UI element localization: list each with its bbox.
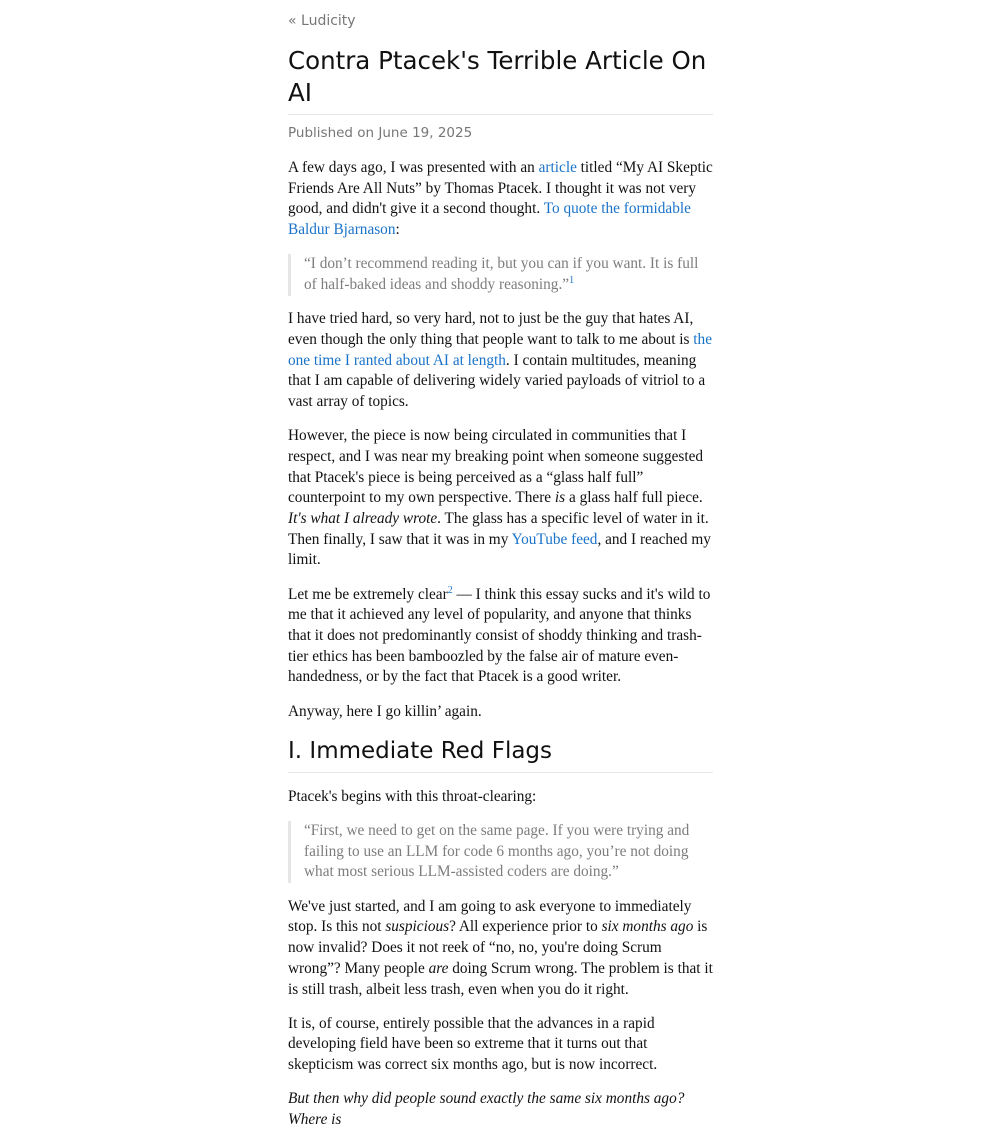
text: A few days ago, I was presented with an bbox=[288, 159, 539, 176]
baldur-quote-link[interactable]: To quote the formidable Baldur Bjarnason bbox=[288, 200, 691, 239]
emphasis: are bbox=[428, 959, 449, 977]
quote-text: “I don’t recommend reading it, but you can if you want. It is full of half-baked ideas and shoddy reasoning.” bbox=[304, 255, 699, 294]
paragraph: Ptacek's begins with this throat-clearing: bbox=[288, 787, 537, 805]
paragraph: Anyway, here I go killin’ again. bbox=[288, 702, 482, 720]
text: : bbox=[395, 221, 400, 239]
published-date: Published on June 19, 2025 bbox=[288, 125, 473, 141]
text: However, the piece is now being circulated in communities that I respect, and I was near my breaking point when someone suggested that Ptacek's piece is being perceived as a “glass half full” counterpoint to my own perspective. There bbox=[288, 427, 704, 507]
paragraph bbox=[288, 426, 713, 571]
emphasis: is bbox=[554, 489, 566, 507]
footnote-ref-1[interactable]: 1 bbox=[569, 275, 575, 287]
text: We've just started, and I am going to ask everyone to immediately stop. Is this not bbox=[288, 897, 692, 936]
paragraph-intro bbox=[288, 158, 713, 241]
emphasis: six months ago bbox=[601, 918, 694, 936]
emphasis: suspicious bbox=[385, 918, 450, 936]
article-link[interactable]: article bbox=[538, 159, 577, 176]
paragraph: It is, of course, entirely possible that the advances in a rapid developing field have been so extreme that it turns out that skepticism was correct six months ago, but is now incorrect. bbox=[288, 1014, 658, 1074]
blockquote bbox=[288, 821, 713, 883]
text: a glass half full piece. bbox=[565, 489, 703, 507]
blockquote bbox=[288, 254, 713, 295]
text: titled “My AI Skeptic Friends Are All Nuts” by Thomas Ptacek. I thought it was not very good, and didn't give it a second thought. bbox=[288, 159, 713, 218]
text: — I think this essay sucks and it's wild to me that it achieved any level of popularity, and anyone that thinks that it does not predominantly consist of shoddy thinking and trash-tier ethics has been bamboozled by the false air of mature even-handedness, or by the fact that Ptacek is a good writer. bbox=[288, 585, 711, 686]
emphasis: It's what I already wrote bbox=[288, 510, 438, 528]
text: ? All experience prior to bbox=[449, 918, 602, 936]
emphasis: But then why did people sound exactly the same six months ago? Where is bbox=[288, 1090, 685, 1129]
youtube-feed-link[interactable]: YouTube feed bbox=[511, 530, 598, 548]
quote-text: “First, we need to get on the same page. If you were trying and failing to use an LLM for code 6 months ago, you’re not doing what most serious LLM-assisted coders are doing.” bbox=[304, 822, 690, 881]
text: . I contain multitudes, meaning that I am capable of delivering widely varied payloads of vitriol to a vast array of topics. bbox=[288, 351, 706, 411]
text: , and I reached my limit. bbox=[288, 530, 711, 569]
page-title: Contra Ptacek's Terrible Article On AI bbox=[288, 45, 713, 115]
footnote-ref-2[interactable]: 2 bbox=[447, 584, 453, 596]
back-link[interactable]: « Ludicity bbox=[288, 13, 356, 29]
article-body bbox=[288, 158, 713, 1131]
text: I have tried hard, so very hard, not to just be the guy that hates AI, even though the only thing that people want to talk to me about is bbox=[288, 310, 694, 348]
text: Let me be extremely clear bbox=[288, 585, 448, 603]
text: doing Scrum wrong. The problem is that it is still trash, albeit less trash, even when you do it right. bbox=[288, 959, 713, 998]
paragraph bbox=[288, 585, 713, 689]
paragraph bbox=[288, 897, 713, 1001]
text: . The glass has a specific level of water in it. Then finally, I saw that it was in my bbox=[288, 510, 709, 548]
section-heading: I. Immediate Red Flags bbox=[288, 736, 713, 773]
paragraph bbox=[288, 309, 713, 413]
ai-rant-link[interactable]: the one time I ranted about AI at length bbox=[288, 330, 712, 369]
paragraph bbox=[288, 1089, 713, 1130]
text: is now invalid? Does it not reek of “no, no, you're doing Scrum wrong”? Many people bbox=[288, 918, 708, 977]
article-page bbox=[288, 0, 713, 1144]
